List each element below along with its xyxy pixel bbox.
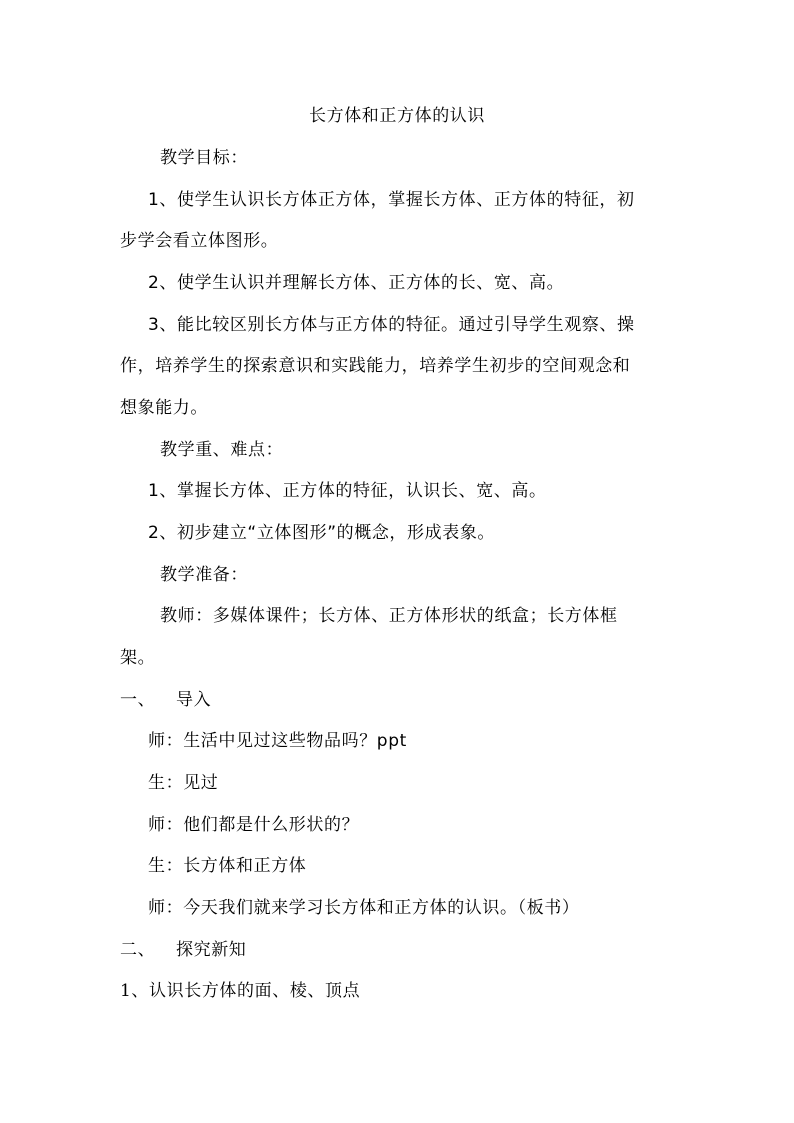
objective-1-line-1: 1、使学生认识长方体正方体，掌握长方体、正方体的特征，初 xyxy=(148,190,635,210)
objective-2: 2、使学生认识并理解长方体、正方体的长、宽、高。 xyxy=(148,273,565,293)
section-1-title: 导入 xyxy=(176,690,212,710)
objective-3-line-1: 3、能比较区别长方体与正方体的特征。通过引导学生观察、操 xyxy=(148,315,635,335)
preparation-line-1: 教师：多媒体课件；长方体、正方体形状的纸盒；长方体框 xyxy=(160,606,618,626)
dialogue-1: 师：生活中见过这些物品吗？ppt xyxy=(148,731,407,751)
section-1-number: 一、 xyxy=(120,690,156,710)
dialogue-4: 生：长方体和正方体 xyxy=(148,856,307,876)
preparation-line-2: 架。 xyxy=(120,648,156,668)
dialogue-5: 师：今天我们就来学习长方体和正方体的认识。（板书） xyxy=(148,898,580,918)
key-points-heading: 教学重、难点： xyxy=(160,440,284,460)
objective-1-line-2: 步学会看立体图形。 xyxy=(120,231,279,251)
section-2-number: 二、 xyxy=(120,940,156,960)
key-point-2: 2、初步建立“立体图形”的概念，形成表象。 xyxy=(148,523,496,543)
objective-3-line-2: 作，培养学生的探索意识和实践能力，培养学生初步的空间观念和 xyxy=(120,356,631,376)
section-2-heading xyxy=(120,940,680,960)
document-title: 长方体和正方体的认识 xyxy=(309,106,485,126)
dialogue-2: 生：见过 xyxy=(148,773,219,793)
section-1-heading xyxy=(120,690,680,710)
section-2-title: 探究新知 xyxy=(176,940,247,960)
objectives-heading: 教学目标： xyxy=(160,148,248,168)
preparation-heading: 教学准备： xyxy=(160,565,248,585)
key-point-1: 1、掌握长方体、正方体的特征，认识长、宽、高。 xyxy=(148,481,547,501)
dialogue-3: 师：他们都是什么形状的？ xyxy=(148,815,360,835)
subsection-1: 1、认识长方体的面、棱、顶点 xyxy=(120,981,361,1001)
objective-3-line-3: 想象能力。 xyxy=(120,398,208,418)
